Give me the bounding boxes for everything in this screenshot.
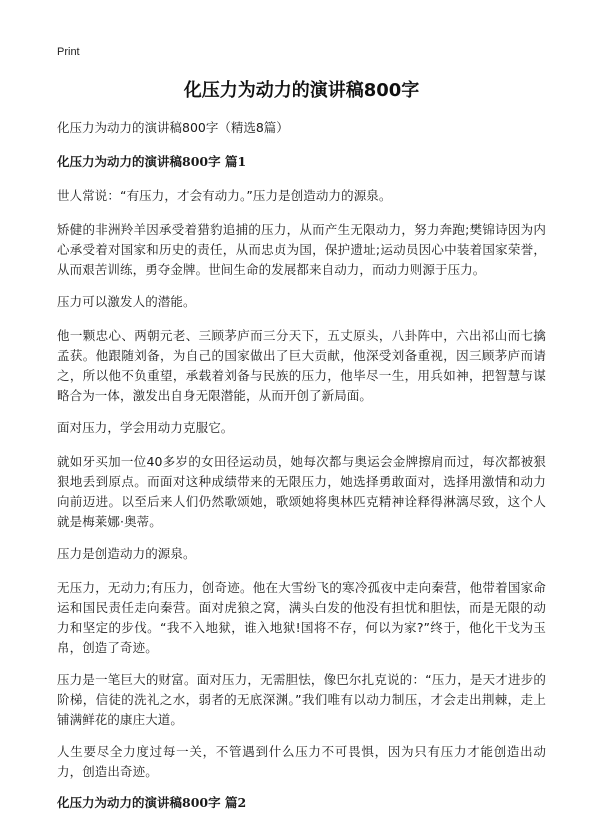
paragraph: 就如牙买加一位40多岁的女田径运动员，她每次都与奥运会金牌擦肩而过，每次都被狠狠地丢到原点。而面对这种成绩带来的无限压力，她选择勇敢面对，选择用激情和动力向前迈进。以至后来人们仍然歌颂她，歌颂她将奥林匹克精神诠释得淋漓尽致，这个人就是梅莱娜·奥蒂。 [57,454,546,529]
paragraph: 无压力，无动力;有压力，创奇迹。他在大雪纷飞的寒冷孤夜中走向秦营，他带着国家命运和国民责任走向秦营。面对虎狼之窝，满头白发的他没有担忧和胆怯，而是无限的动力和坚定的步伐。“我不入地狱，谁入地狱!国将不存，何以为家?”终于，他化干戈为玉帛，创造了奇迹。 [57,580,546,655]
section-heading-2: 化压力为动力的演讲稿800字 篇2 [57,795,247,810]
paragraph: 压力可以激发人的潜能。 [57,294,196,309]
document-title: 化压力为动力的演讲稿800字 [183,80,420,101]
paragraph: 世人常说：“有压力，才会有动力。”压力是创造动力的源泉。 [57,188,392,203]
paragraph: 矫健的非洲羚羊因承受着猎豹追捕的压力，从而产生无限动力，努力奔跑;樊锦诗因为内心承受着对国家和历史的责任，从而忠贞为国，保护遗址;运动员因心中装着国家荣誉，从而艰苦训练，勇夺金牌。世间生命的发展都来自动力，而动力则源于压力。 [57,222,546,277]
paragraph: 面对压力，学会用动力克服它。 [57,420,234,435]
document-subtitle: 化压力为动力的演讲稿800字（精选8篇） [57,120,289,135]
paragraph: 压力是创造动力的源泉。 [57,546,196,561]
section-heading-1: 化压力为动力的演讲稿800字 篇1 [57,154,247,169]
paragraph: 他一颗忠心、两朝元老、三顾茅庐而三分天下，五丈原头，八卦阵中，六出祁山而七擒孟获。他跟随刘备，为自己的国家做出了巨大贡献，他深受刘备重视，因三顾茅庐而请之，所以他不负重望，承载着刘备与民族的压力，他毕尽一生，用兵如神，把智慧与谋略合为一体，激发出自身无限潜能，从而开创了新局面。 [57,328,546,403]
paragraph: 压力是一笔巨大的财富。面对压力，无需胆怯，像巴尔扎克说的：“压力，是天才进步的阶梯，信徒的洗礼之水，弱者的无底深渊。”我们唯有以动力制压，才会走出荆棘，走上铺满鲜花的康庄大道。 [57,672,546,727]
print-link[interactable]: Print [57,46,80,58]
paragraph: 人生要尽全力度过每一关，不管遇到什么压力不可畏惧，因为只有压力才能创造出动力，创造出奇迹。 [57,744,546,779]
